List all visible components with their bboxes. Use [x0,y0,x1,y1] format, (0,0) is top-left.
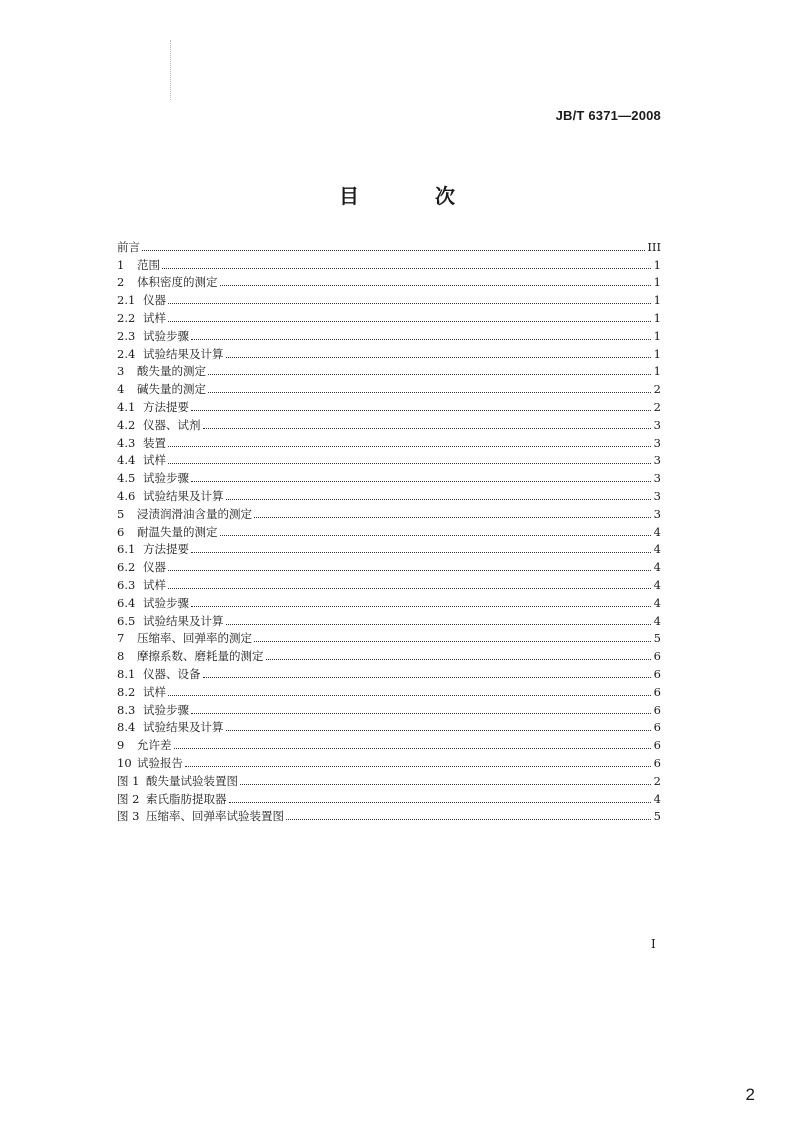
toc-dot-leader [226,623,652,625]
toc-entry[interactable] [117,467,661,485]
toc-entry[interactable] [117,717,661,735]
toc-dot-leader [168,569,651,571]
toc-entry[interactable] [117,254,661,272]
toc-dot-leader [185,765,651,767]
toc-entry-title: 仪器、试剂 [143,417,201,432]
toc-dot-leader [226,356,652,358]
page-number-roman: I [651,937,656,951]
toc-entry-number: 2.1 [117,293,136,308]
toc-dot-leader [191,605,651,607]
toc-entry[interactable] [117,645,661,663]
toc-dot-leader [191,409,651,411]
toc-entry-page: 3 [653,435,661,450]
toc-entry[interactable] [117,628,661,646]
toc-entry-page: 4 [653,560,661,575]
toc-entry-number: 图 2 [117,791,140,806]
toc-entry-number: 4.5 [117,471,136,486]
toc-dot-leader [203,427,652,429]
toc-entry-page: 5 [653,809,661,824]
toc-entry-title: 试验步骤 [143,471,189,486]
toc-entry-page: 1 [653,293,661,308]
toc-entry[interactable] [117,663,661,681]
toc-dot-leader [254,516,651,518]
toc-entry-number: 8.4 [117,720,136,735]
toc-entry-title: 方法提要 [143,542,189,557]
toc-entry-page: 4 [653,595,661,610]
toc-entry-number: 2 [117,275,125,290]
toc-entry[interactable] [117,592,661,610]
toc-entry-page: 1 [653,364,661,379]
toc-entry[interactable] [117,325,661,343]
toc-entry-page: 6 [653,755,661,770]
toc-entry-page: 1 [653,328,661,343]
toc-entry[interactable] [117,485,661,503]
toc-dot-leader [191,551,651,553]
toc-entry-number: 10 [117,755,132,770]
toc-entry-title: 索氏脂肪提取器 [146,791,227,806]
toc-entry-page: III [647,239,661,254]
toc-entry-number: 1 [117,257,125,272]
toc-dot-leader [168,445,651,447]
toc-entry-number: 4.4 [117,453,136,468]
toc-entry[interactable] [117,556,661,574]
toc-dot-leader [168,694,651,696]
toc-entry[interactable] [117,539,661,557]
toc-dot-leader [174,747,652,749]
toc-entry[interactable] [117,788,661,806]
toc-entry-number: 6.2 [117,560,136,575]
toc-dot-leader [168,587,651,589]
toc-entry[interactable] [117,699,661,717]
table-of-contents [117,236,661,823]
toc-entry[interactable] [117,414,661,432]
toc-entry[interactable] [117,503,661,521]
toc-entry-number: 8 [117,649,125,664]
toc-dot-leader [168,302,651,304]
toc-entry-number: 2.4 [117,346,136,361]
toc-entry-title: 试验报告 [137,755,183,770]
toc-entry-number: 8.2 [117,684,136,699]
toc-entry[interactable] [117,272,661,290]
toc-dot-leader [162,267,651,269]
toc-entry-page: 3 [653,453,661,468]
toc-entry-number: 6.5 [117,613,136,628]
toc-entry[interactable] [117,361,661,379]
toc-entry[interactable] [117,307,661,325]
toc-entry-page: 1 [653,346,661,361]
toc-entry-title: 试样 [143,577,166,592]
standard-code: JB/T 6371—2008 [555,108,661,123]
toc-entry-page: 2 [653,399,661,414]
toc-dot-leader [142,249,645,251]
toc-entry-title: 试验结果及计算 [143,720,224,735]
toc-entry-page: 4 [653,791,661,806]
toc-entry-page: 2 [653,382,661,397]
toc-entry[interactable] [117,450,661,468]
toc-entry-title: 压缩率、回弹率试验装置图 [146,809,284,824]
toc-entry-number: 8.1 [117,666,136,681]
toc-entry-title: 允许差 [137,738,172,753]
toc-entry-title: 范围 [137,257,160,272]
toc-entry-page: 6 [653,720,661,735]
toc-entry[interactable] [117,378,661,396]
toc-entry-title: 前言 [117,239,140,254]
toc-entry-title: 耐温失量的测定 [137,524,218,539]
toc-dot-leader [208,391,651,393]
toc-dot-leader [220,284,652,286]
toc-entry-page: 3 [653,417,661,432]
toc-entry-title: 试验步骤 [143,595,189,610]
toc-entry-number: 6.1 [117,542,136,557]
toc-entry[interactable] [117,734,661,752]
toc-entry-number: 4 [117,382,125,397]
toc-entry-title: 试验步骤 [143,328,189,343]
toc-dot-leader [208,373,651,375]
toc-entry-number: 6.3 [117,577,136,592]
toc-entry-page: 4 [653,524,661,539]
toc-dot-leader [168,320,651,322]
toc-dot-leader [266,658,652,660]
toc-dot-leader [191,480,651,482]
toc-dot-leader [229,801,652,803]
toc-entry[interactable] [117,396,661,414]
toc-entry-page: 6 [653,684,661,699]
toc-entry[interactable] [117,236,661,254]
toc-entry-page: 6 [653,666,661,681]
toc-entry-title: 试验结果及计算 [143,488,224,503]
toc-entry-page: 1 [653,257,661,272]
toc-entry-page: 3 [653,506,661,521]
toc-entry-title: 体积密度的测定 [137,275,218,290]
toc-entry-title: 试样 [143,310,166,325]
toc-entry-number: 4.6 [117,488,136,503]
toc-entry-title: 酸失量的测定 [137,364,206,379]
toc-dot-leader [226,498,652,500]
toc-entry-page: 3 [653,471,661,486]
toc-entry-title: 仪器、设备 [143,666,201,681]
toc-entry-title: 试验步骤 [143,702,189,717]
toc-entry[interactable] [117,610,661,628]
toc-entry-page: 6 [653,738,661,753]
toc-entry-title: 酸失量试验装置图 [146,773,238,788]
toc-entry-number: 9 [117,738,125,753]
page-title: 目 次 [339,184,483,208]
toc-entry[interactable] [117,752,661,770]
toc-entry-title: 摩擦系数、磨耗量的测定 [137,649,264,664]
toc-entry-number: 3 [117,364,125,379]
toc-entry-title: 压缩率、回弹率的测定 [137,631,252,646]
toc-entry-title: 仪器 [143,293,166,308]
toc-entry-page: 2 [653,773,661,788]
toc-dot-leader [191,712,651,714]
toc-entry[interactable] [117,681,661,699]
toc-entry-title: 试样 [143,684,166,699]
toc-entry-title: 试验结果及计算 [143,613,224,628]
toc-dot-leader [203,676,652,678]
toc-entry-number: 4.2 [117,417,136,432]
toc-entry-number: 图 3 [117,809,140,824]
toc-dot-leader [286,818,651,820]
toc-entry-page: 6 [653,649,661,664]
toc-entry-title: 试验结果及计算 [143,346,224,361]
toc-entry-page: 3 [653,488,661,503]
toc-entry-number: 4.3 [117,435,136,450]
toc-entry-number: 7 [117,631,125,646]
toc-entry-number: 2.2 [117,310,136,325]
toc-entry[interactable] [117,770,661,788]
toc-dot-leader [254,640,651,642]
toc-dot-leader [240,783,651,785]
toc-dot-leader [191,338,651,340]
toc-dot-leader [168,462,651,464]
toc-entry-page: 1 [653,310,661,325]
toc-entry[interactable] [117,432,661,450]
toc-entry-title: 碱失量的测定 [137,382,206,397]
toc-entry-page: 5 [653,631,661,646]
toc-entry[interactable] [117,521,661,539]
toc-entry[interactable] [117,574,661,592]
binding-margin-marks [170,40,177,100]
toc-entry-title: 仪器 [143,560,166,575]
toc-entry-page: 1 [653,275,661,290]
sheet-number: 2 [745,1085,755,1104]
toc-entry-page: 6 [653,702,661,717]
toc-entry-number: 5 [117,506,125,521]
toc-entry-page: 4 [653,542,661,557]
toc-dot-leader [220,534,652,536]
toc-entry-number: 8.3 [117,702,136,717]
toc-entry[interactable] [117,343,661,361]
toc-entry-number: 2.3 [117,328,136,343]
toc-entry-number: 6 [117,524,125,539]
toc-entry-title: 浸渍润滑油含量的测定 [137,506,252,521]
toc-entry-title: 装置 [143,435,166,450]
toc-dot-leader [226,729,652,731]
toc-entry-number: 图 1 [117,773,140,788]
toc-entry-title: 试样 [143,453,166,468]
toc-entry-page: 4 [653,577,661,592]
toc-entry[interactable] [117,806,661,824]
toc-entry-title: 方法提要 [143,399,189,414]
toc-entry[interactable] [117,289,661,307]
toc-entry-number: 4.1 [117,399,136,414]
toc-entry-number: 6.4 [117,595,136,610]
toc-entry-page: 4 [653,613,661,628]
